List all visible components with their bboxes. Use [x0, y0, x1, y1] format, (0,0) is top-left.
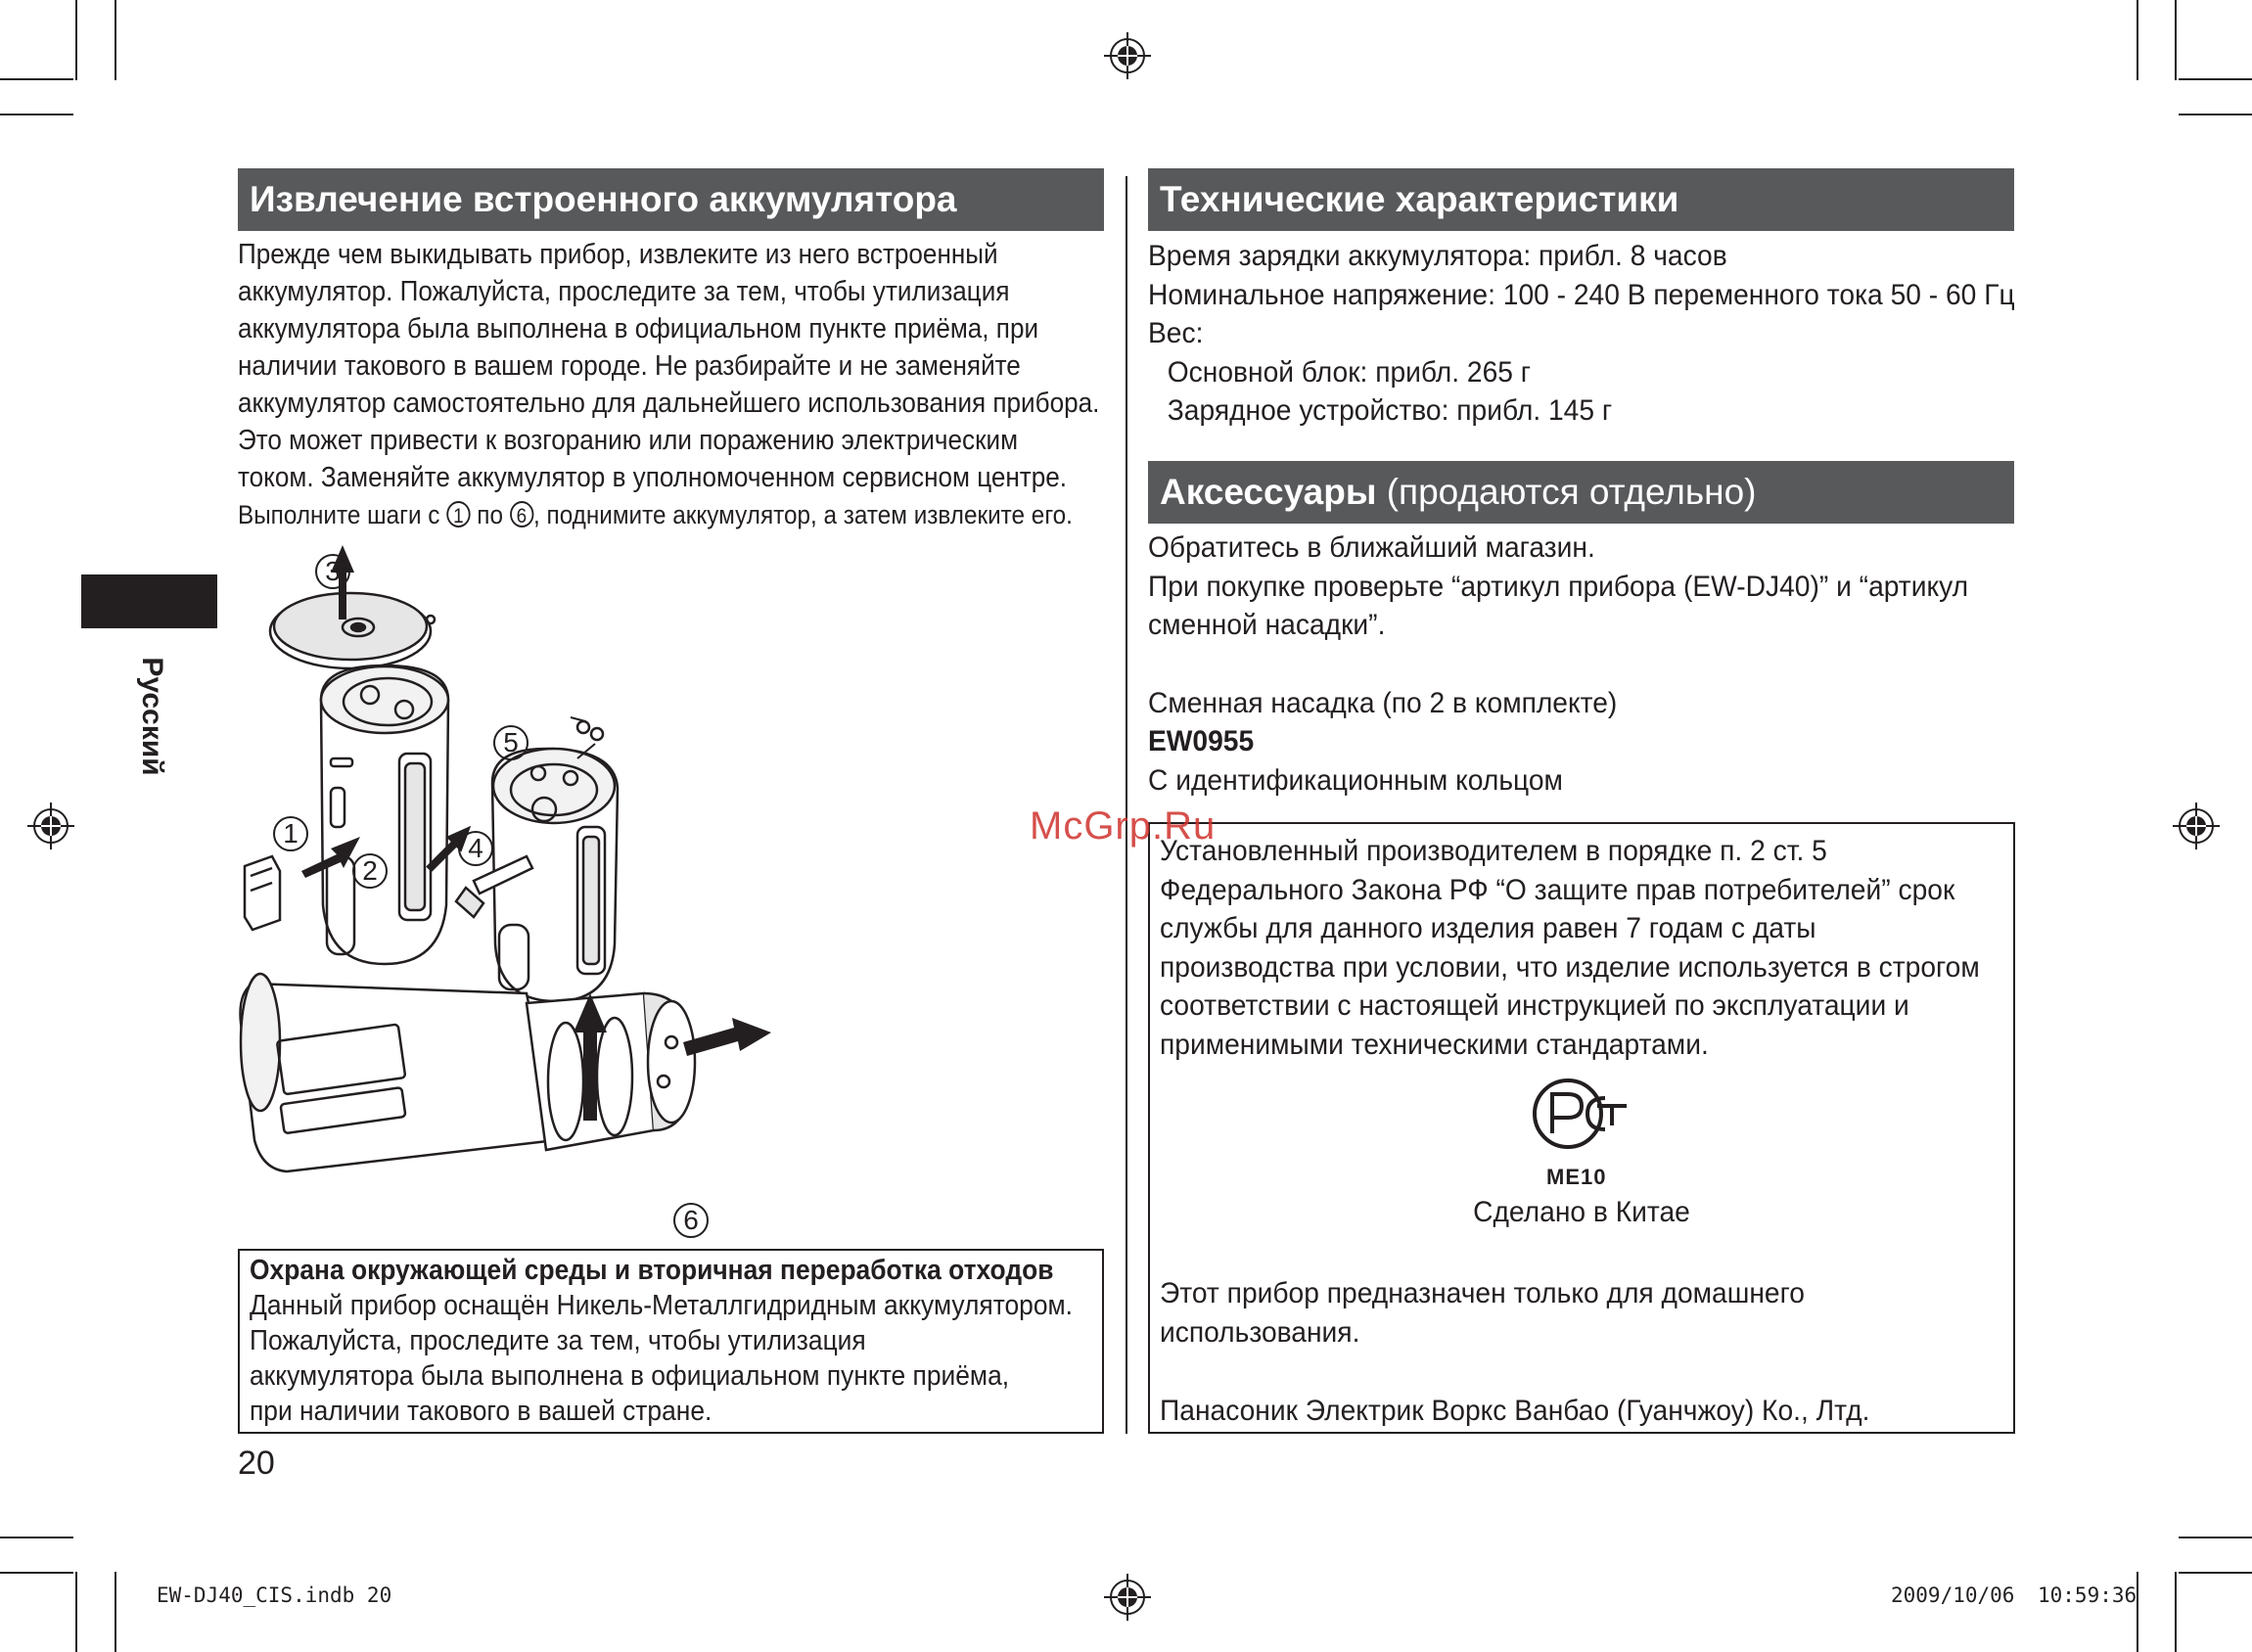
- ring-line: С идентификационным кольцом: [1148, 763, 1563, 797]
- home-use-text: [1160, 1274, 1805, 1352]
- battery-intro-text: [238, 236, 1099, 533]
- crop-mark: [2175, 0, 2177, 80]
- crop-mark: [0, 114, 73, 115]
- section-header-battery-removal: Извлечение встроенного аккумулятора: [238, 168, 1104, 231]
- figure-step-label: 4: [458, 831, 493, 866]
- crop-mark: [115, 1572, 116, 1652]
- accessories-line: При покупке проверьте “артикул прибора (EW-DJ40)” и “артикул: [1148, 570, 1969, 603]
- intro-line: током. Заменяйте аккумулятор в уполномоченном сервисном центре.: [238, 462, 1068, 493]
- crop-mark: [2175, 1572, 2177, 1652]
- spec-line: Время зарядки аккумулятора: прибл. 8 часов: [1148, 240, 1727, 272]
- environment-line: Пожалуйста, проследите за тем, чтобы утилизация: [250, 1325, 866, 1356]
- made-in-china: Сделано в Китае: [1473, 1196, 1690, 1228]
- crop-mark: [2137, 1572, 2138, 1652]
- crop-mark: [2179, 1537, 2252, 1538]
- step-number-circle: 1: [446, 501, 470, 528]
- crop-mark: [115, 0, 116, 80]
- registration-mark-right: [2173, 803, 2220, 849]
- crop-mark: [2137, 0, 2138, 80]
- service-life-line: применимыми техническими стандартами.: [1160, 1028, 1709, 1061]
- crop-mark: [75, 0, 77, 80]
- manufacturer-name: Панасоник Электрик Воркс Ванбао (Гуанчжоу) Ко., Лтд.: [1160, 1395, 1870, 1427]
- spec-line: Вес:: [1148, 317, 1204, 349]
- intro-line: аккумулятор самостоятельно для дальнейшего использования прибора.: [238, 388, 1100, 419]
- service-life-line: службы для данного изделия равен 7 годам с даты: [1160, 912, 1816, 944]
- home-use-line: Этот прибор предназначен только для домашнего: [1160, 1277, 1805, 1309]
- registration-mark-top: [1104, 32, 1151, 79]
- section-header-specifications: Технические характеристики: [1148, 168, 2014, 231]
- replacement-head-line: Сменная насадка (по 2 в комплекте): [1148, 686, 1618, 719]
- figure-step-label: 5: [493, 725, 529, 760]
- footer-file-info: EW-DJ40_CIS.indb 20: [157, 1583, 392, 1607]
- intro-line: Прежде чем выкидывать прибор, извлеките из него встроенный: [238, 239, 998, 270]
- crop-mark: [0, 78, 73, 80]
- figure-step-label: 2: [352, 853, 388, 889]
- service-life-line: производства при условии, что изделие используется в строгом: [1160, 950, 1980, 984]
- accessories-text: [1148, 528, 1968, 800]
- certification-code: ME10: [1546, 1165, 1607, 1189]
- step-number-circle: 6: [510, 501, 533, 528]
- accessories-line: Обратитесь в ближайший магазин.: [1148, 531, 1595, 564]
- figure-step-label: 3: [315, 554, 350, 589]
- registration-mark-left: [27, 803, 74, 849]
- crop-mark: [2179, 1572, 2252, 1574]
- footer-date: 2009/10/06: [1891, 1583, 2015, 1607]
- environment-line: при наличии такового в вашей стране.: [250, 1396, 712, 1427]
- intro-line: наличии такового в вашем городе. Не разбирайте и не заменяйте: [238, 350, 1021, 382]
- intro-line: Это может привести к возгоранию или поражению электрическим: [238, 425, 1019, 456]
- weight-line: Основной блок: прибл. 265 г: [1167, 355, 1532, 389]
- language-tab: [81, 574, 217, 628]
- specifications-text: [1148, 237, 2015, 431]
- figure-step-label: 1: [273, 816, 308, 851]
- footer-time: 10:59:36: [2038, 1583, 2137, 1607]
- home-use-line: использования.: [1160, 1315, 1360, 1349]
- environment-title: Охрана окружающей среды и вторичная переработка отходов: [250, 1255, 1054, 1286]
- accessories-line: сменной насадки”.: [1148, 609, 1386, 641]
- figure-step-label: 6: [673, 1203, 709, 1238]
- service-life-line: Федерального Закона РФ “О защите прав потребителей” срок: [1160, 873, 1955, 906]
- pct-certification-logo: [1529, 1077, 1634, 1151]
- crop-mark: [2179, 114, 2252, 115]
- environment-line: аккумулятора была выполнена в официальном пункте приёма,: [250, 1360, 1010, 1392]
- spec-line: Номинальное напряжение: 100 - 240 В переменного тока 50 - 60 Гц: [1148, 278, 2015, 311]
- battery-removal-illustration: [233, 533, 820, 1238]
- section-header-accessories: Аксессуары (продаются отдельно): [1148, 461, 2014, 524]
- crop-mark: [2179, 78, 2252, 80]
- service-life-line: соответствии с настоящей инструкцией по эксплуатации и: [1160, 989, 1909, 1022]
- intro-line: аккумулятора была выполнена в официальном пункте приёма, при: [238, 313, 1039, 344]
- intro-line: аккумулятор. Пожалуйста, проследите за тем, чтобы утилизация: [238, 276, 1010, 307]
- service-life-text: [1160, 832, 1980, 1064]
- environment-line: Данный прибор оснащён Никель-Металлгидридным аккумулятором.: [250, 1290, 1073, 1321]
- page-number: 20: [238, 1445, 275, 1482]
- registration-mark-bottom: [1104, 1574, 1151, 1621]
- weight-line: Зарядное устройство: прибл. 145 г: [1167, 394, 1613, 427]
- watermark: McGrp.Ru: [1030, 804, 1217, 848]
- language-tab-label: Русский: [136, 657, 168, 776]
- crop-mark: [75, 1572, 77, 1652]
- steps-line: Выполните шаги с 1 по 6 , поднимите аккумулятор, а затем извлеките его.: [238, 500, 1073, 529]
- service-life-line: Установленный производителем в порядке п. 2 ст. 5: [1160, 835, 1827, 867]
- crop-mark: [0, 1572, 73, 1574]
- crop-mark: [0, 1537, 73, 1538]
- environment-recycling-text: [250, 1253, 1073, 1429]
- model-number: EW0955: [1148, 725, 1255, 757]
